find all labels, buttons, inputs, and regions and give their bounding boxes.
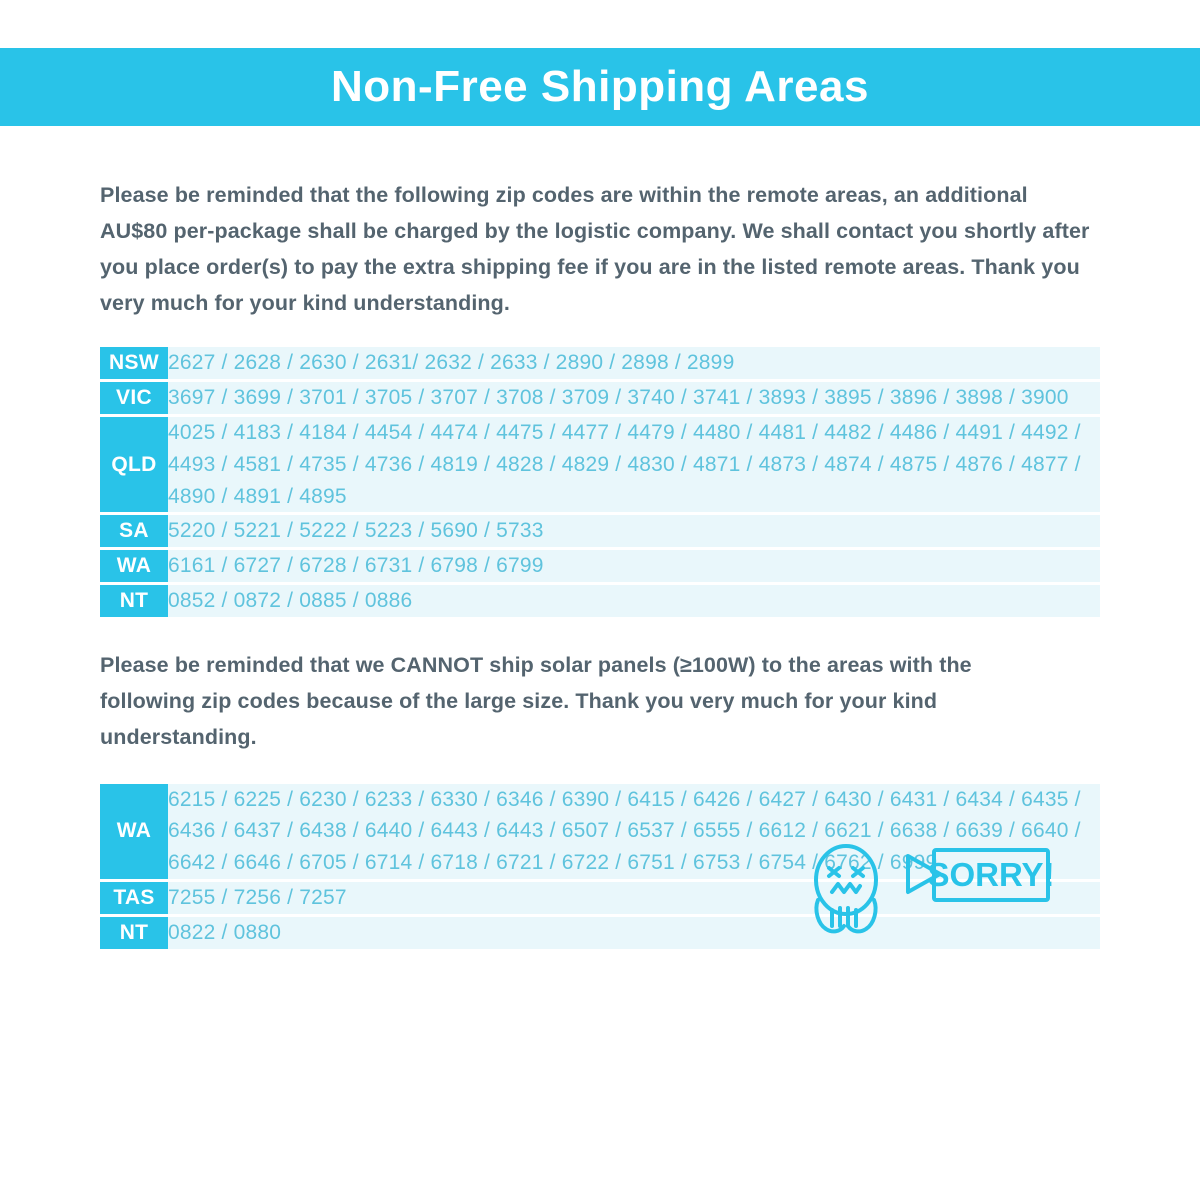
table-row: [100, 415, 1100, 514]
table-row: [100, 916, 1100, 949]
zip-codes: 5220 / 5221 / 5222 / 5223 / 5690 / 5733: [168, 514, 1100, 549]
state-label: TAS: [100, 881, 168, 916]
remote-areas-table: [100, 347, 1100, 617]
table-row: [100, 514, 1100, 549]
intro-paragraph: Please be reminded that the following zip codes are within the remote areas, an additional AU$80 per-package shall be charged by the logistic company. We shall contact you shortly after you place order(s) to pay the extra shipping fee if you are in the listed remote areas. Thank you very much for your kind understanding.: [100, 182, 1090, 315]
zip-codes: 7255 / 7256 / 7257: [168, 881, 1100, 916]
state-label: QLD: [100, 415, 168, 514]
table-row: [100, 380, 1100, 415]
solar-panel-table: [100, 784, 1100, 950]
zip-codes: 6161 / 6727 / 6728 / 6731 / 6798 / 6799: [168, 549, 1100, 584]
state-label: SA: [100, 514, 168, 549]
state-label: NT: [100, 584, 168, 617]
zip-codes: 4025 / 4183 / 4184 / 4454 / 4474 / 4475 / 4477 / 4479 / 4480 / 4481 / 4482 / 4486 / 4491 / 4492 / 4493 / 4581 / 4735 / 4736 / 4819 / 4828 / 4829 / 4830 / 4871 / 4873 / 4874 / 4875 / 4876 / 4877 / 4890 / 4891 / 4895: [168, 415, 1100, 514]
zip-codes: 6215 / 6225 / 6230 / 6233 / 6330 / 6346 / 6390 / 6415 / 6426 / 6427 / 6430 / 6431 / 6434 / 6435 / 6436 / 6437 / 6438 / 6440 / 6443 / 6443 / 6507 / 6537 / 6555 / 6612 / 6621 / 6638 / 6639 / 6640 / 6642 / 6646 / 6705 / 6714 / 6718 / 6721 / 6722 / 6751 / 6753 / 6754 / 6762 / 6999: [168, 784, 1100, 881]
page-content: [100, 155, 1100, 949]
zip-codes: 3697 / 3699 / 3701 / 3705 / 3707 / 3708 / 3709 / 3740 / 3741 / 3893 / 3895 / 3896 / 3898 / 3900: [168, 380, 1100, 415]
zip-codes: 0822 / 0880: [168, 916, 1100, 949]
state-label: WA: [100, 549, 168, 584]
state-label: WA: [100, 784, 168, 881]
solar-panel-note: Please be reminded that we CANNOT ship solar panels (≥100W) to the areas with the following zip codes because of the large size. Thank you very much for your kind understanding.: [100, 653, 972, 750]
state-label: VIC: [100, 380, 168, 415]
zip-codes: 2627 / 2628 / 2630 / 2631/ 2632 / 2633 / 2890 / 2898 / 2899: [168, 347, 1100, 380]
table-row: [100, 584, 1100, 617]
solar-panel-table-wrapper: [100, 784, 1100, 950]
table-row: [100, 549, 1100, 584]
table-row: [100, 784, 1100, 881]
zip-codes: 0852 / 0872 / 0885 / 0886: [168, 584, 1100, 617]
sorry-label: SORRY!: [927, 856, 1055, 894]
table-row: [100, 881, 1100, 916]
state-label: NSW: [100, 347, 168, 380]
page-header: [0, 48, 1200, 126]
state-label: NT: [100, 916, 168, 949]
table-row: [100, 347, 1100, 380]
page-title: Non-Free Shipping Areas: [331, 62, 869, 111]
